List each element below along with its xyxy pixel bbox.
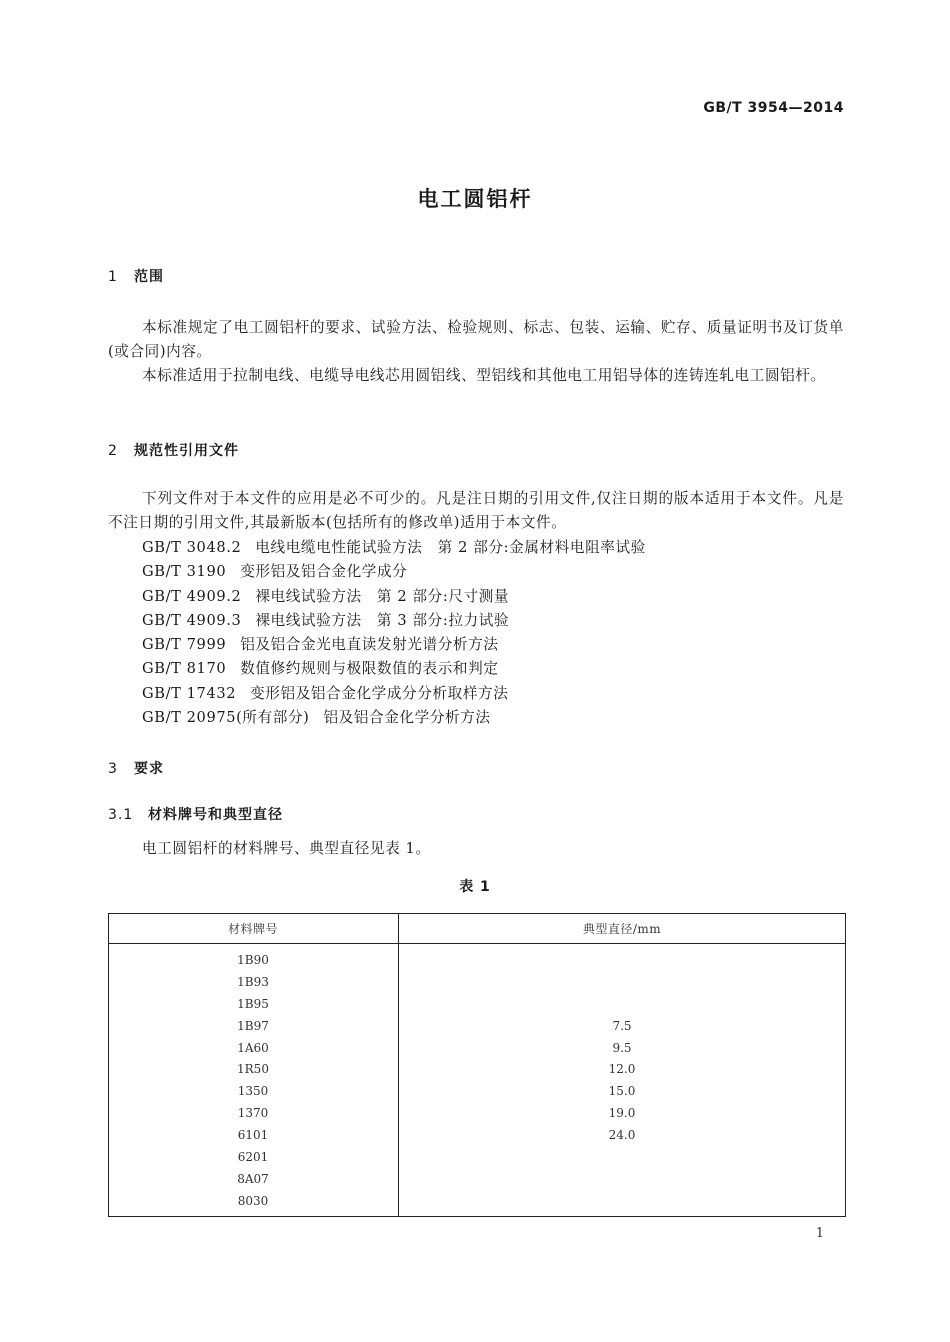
grade-value: 8A07 — [237, 1171, 269, 1186]
grade-value: 1350 — [237, 1084, 269, 1099]
column-header-grade: 材料牌号 — [108, 913, 399, 944]
reference-title: 裸电线试验方法 第 3 部分:拉力试验 — [255, 611, 510, 629]
grade-value: 1B93 — [237, 974, 269, 989]
table-caption: 表 1 — [459, 879, 491, 895]
grade-value: 6201 — [237, 1150, 269, 1165]
column-header-diameter: 典型直径/mm — [399, 913, 846, 944]
reference-title: 变形铝及铝合金化学成分分析取样方法 — [250, 684, 509, 702]
grade-cell — [108, 944, 399, 1217]
reference-title: 变形铝及铝合金化学成分 — [240, 563, 408, 581]
section-title: 材料牌号和典型直径 — [148, 807, 283, 823]
section-number: 2 — [108, 443, 118, 459]
diameter-value: 19.0 — [608, 1106, 636, 1121]
reference-title: 铝及铝合金化学分析方法 — [323, 709, 491, 727]
reference-title: 裸电线试验方法 第 2 部分:尺寸测量 — [255, 587, 510, 605]
grade-value: 1R50 — [237, 1062, 269, 1077]
diameter-value: 9.5 — [612, 1040, 632, 1055]
reference-item — [142, 706, 646, 730]
reference-title: 铝及铝合金光电直读发射光谱分析方法 — [240, 636, 499, 654]
document-title: 电工圆铝杆 — [417, 187, 533, 211]
grade-value: 1B95 — [237, 996, 269, 1011]
section-1-heading — [108, 266, 164, 286]
grade-value: 8030 — [237, 1193, 269, 1208]
diameter-value: 12.0 — [608, 1062, 636, 1077]
section-number: 3.1 — [108, 807, 134, 823]
reference-code: GB/T 4909.3 — [142, 611, 242, 629]
reference-title: 电线电缆电性能试验方法 第 2 部分:金属材料电阻率试验 — [255, 539, 646, 556]
standard-code: GB/T 3954—2014 — [703, 100, 844, 116]
reference-code: GB/T 3048.2 — [142, 539, 242, 556]
scope-paragraph-1: 本标准规定了电工圆铝杆的要求、试验方法、检验规则、标志、包装、运输、贮存、质量证明书及订货单(或合同)内容。 — [108, 319, 844, 360]
reference-code: GB/T 3190 — [142, 563, 227, 581]
section-title: 要求 — [134, 761, 164, 777]
grade-value: 1B90 — [237, 953, 269, 967]
table-header-row — [108, 913, 845, 944]
reference-item — [142, 536, 646, 560]
scope-paragraph-2: 本标准适用于拉制电线、电缆导电线芯用圆铝线、型铝线和其他电工用铝导体的连铸连轧电工圆铝杆。 — [142, 367, 826, 384]
reference-code: GB/T 4909.2 — [142, 587, 242, 605]
grade-value: 1370 — [237, 1106, 269, 1121]
normative-references-list — [142, 536, 646, 730]
reference-item — [142, 633, 646, 657]
references-intro: 下列文件对于本文件的应用是必不可少的。凡是注日期的引用文件,仅注日期的版本适用于本文件。凡是不注日期的引用文件,其最新版本(包括所有的修改单)适用于本文件。 — [108, 490, 844, 531]
table-row — [108, 944, 845, 1217]
reference-code: GB/T 17432 — [142, 684, 237, 702]
grade-value: 6101 — [237, 1128, 269, 1143]
reference-title: 数值修约规则与极限数值的表示和判定 — [240, 660, 499, 678]
diameter-value: 7.5 — [612, 1018, 632, 1033]
section-number: 3 — [108, 761, 118, 777]
reference-item — [142, 585, 646, 609]
page-number: 1 — [815, 1226, 824, 1241]
reference-item — [142, 560, 646, 584]
section-3-1-heading — [108, 804, 283, 824]
reference-code: GB/T 20975(所有部分) — [142, 709, 310, 727]
section-number: 1 — [108, 269, 118, 285]
reference-item — [142, 609, 646, 633]
diameter-value: 24.0 — [608, 1128, 636, 1143]
diameter-value: 15.0 — [608, 1084, 636, 1099]
reference-code: GB/T 7999 — [142, 636, 227, 654]
section-3-heading — [108, 758, 164, 778]
section-title: 规范性引用文件 — [134, 443, 239, 459]
requirement-paragraph: 电工圆铝杆的材料牌号、典型直径见表 1。 — [142, 840, 431, 857]
table-1 — [108, 913, 845, 1217]
section-title: 范围 — [134, 269, 164, 285]
grade-value: 1B97 — [237, 1018, 269, 1033]
diameter-cell — [399, 944, 846, 1217]
reference-item — [142, 657, 646, 681]
reference-code: GB/T 8170 — [142, 660, 227, 678]
section-2-heading — [108, 440, 239, 460]
reference-item — [142, 682, 646, 706]
grade-value: 1A60 — [237, 1040, 269, 1055]
